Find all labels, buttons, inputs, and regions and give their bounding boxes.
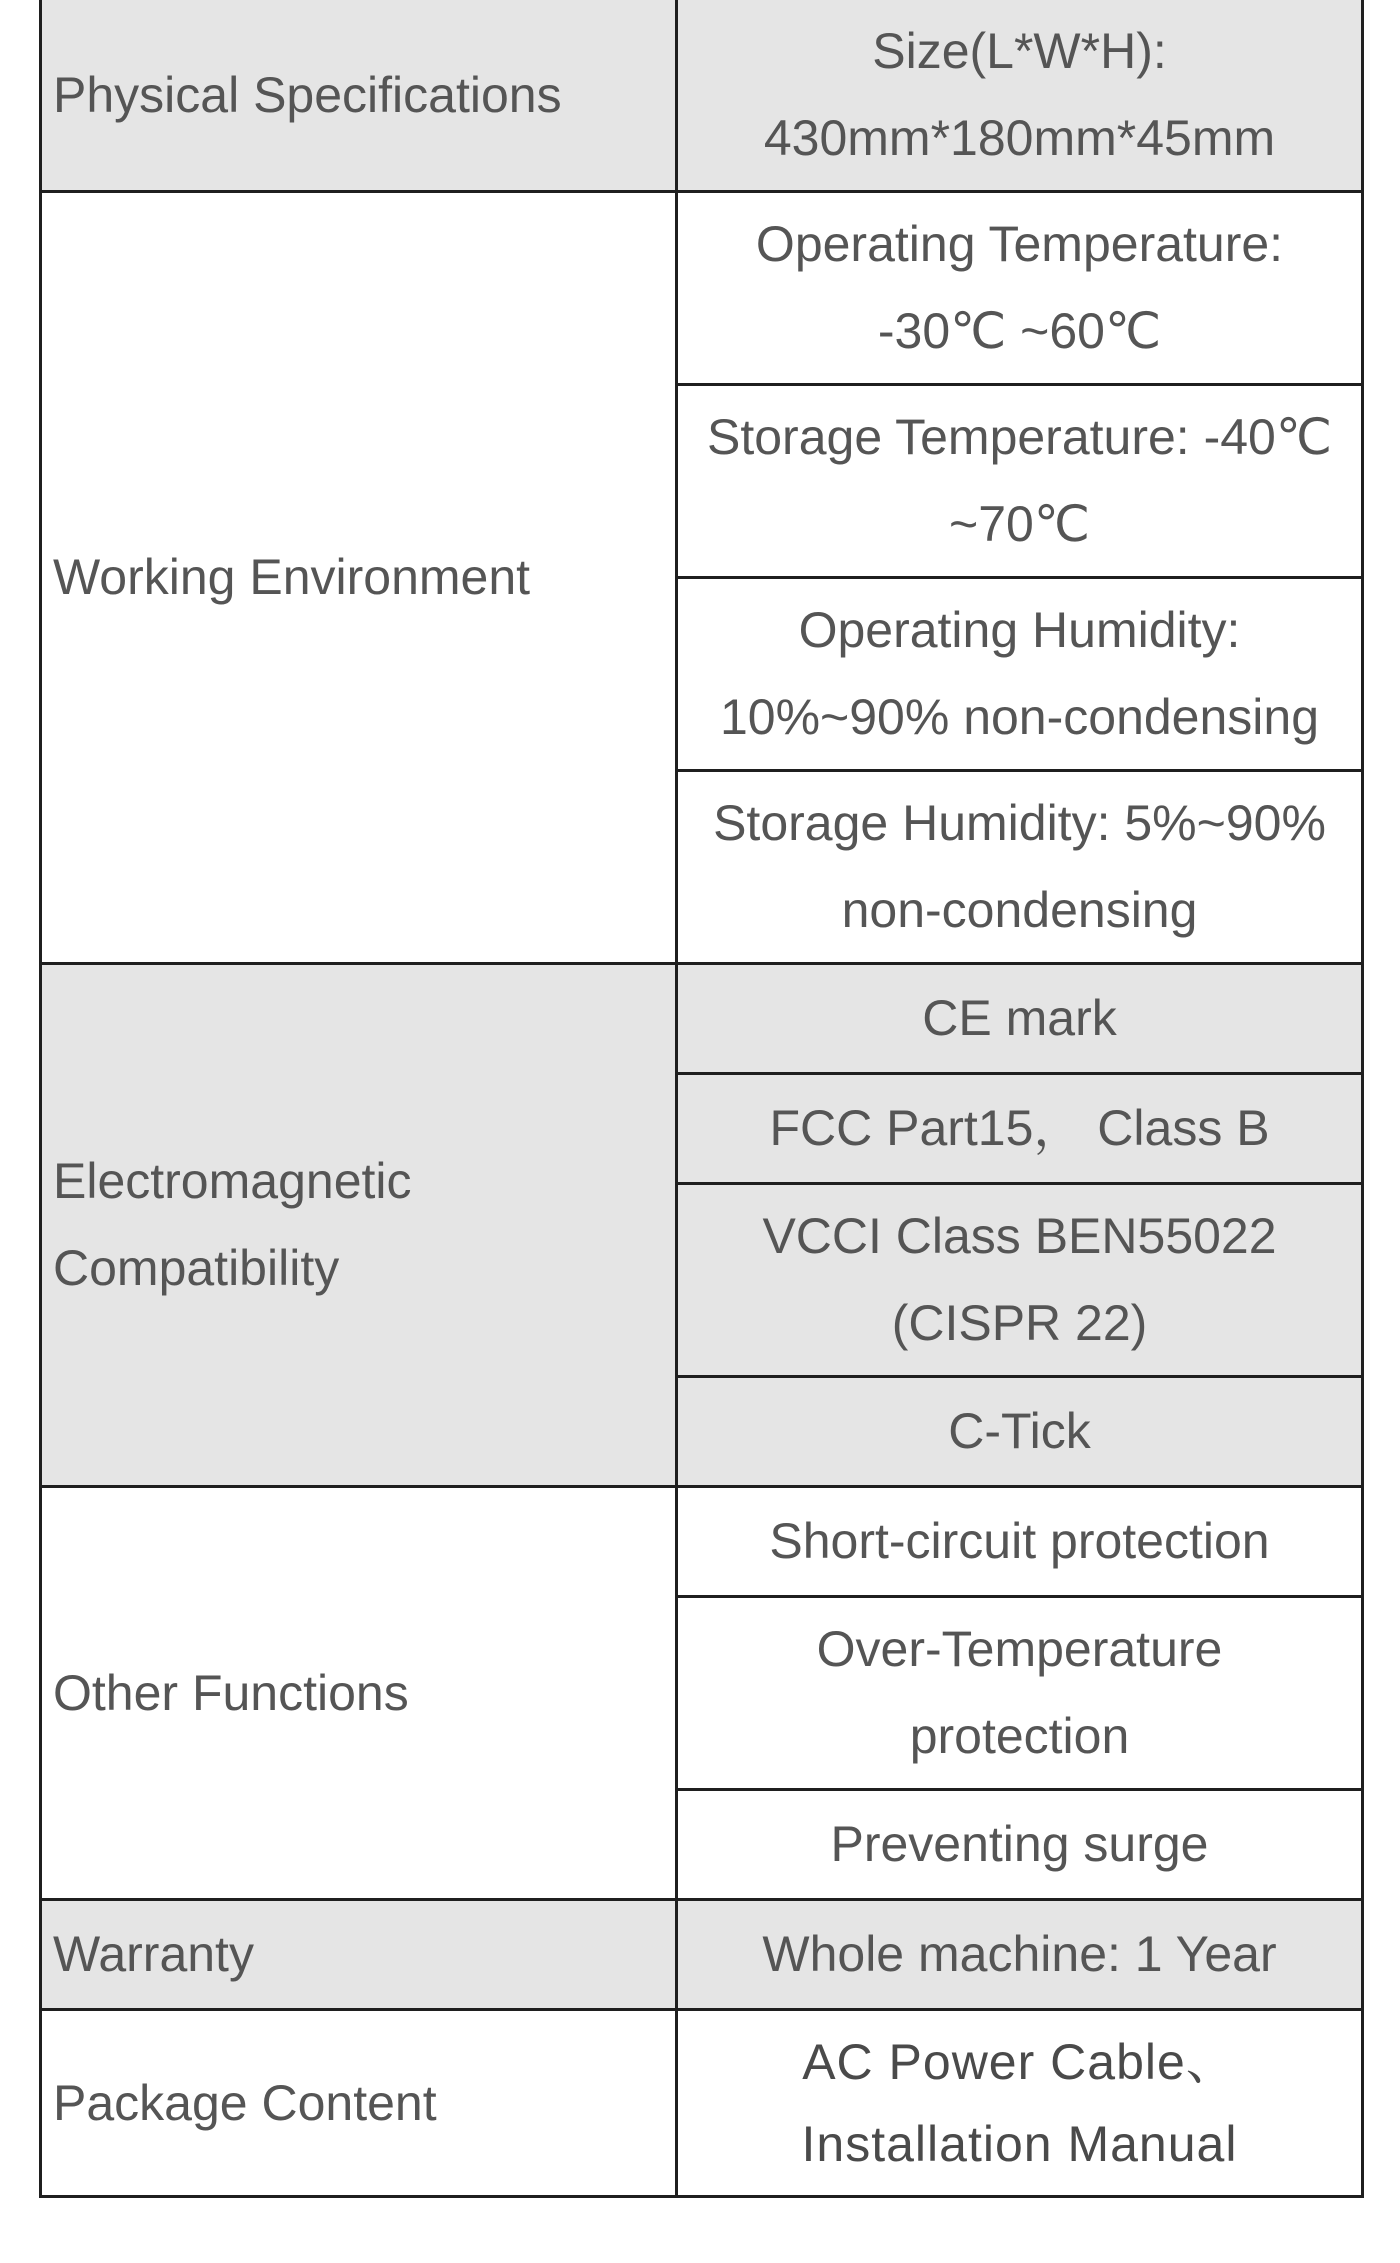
fcc-cell: FCC Part15， Class B <box>677 1074 1363 1184</box>
vcci-line1: VCCI Class BEN55022 <box>762 1208 1277 1264</box>
package-cell <box>677 2010 1363 2197</box>
operating-humidity-value: 10%~90% non-condensing <box>719 689 1320 745</box>
operating-humidity-cell <box>677 578 1363 771</box>
operating-temp-value: -30℃ ~60℃ <box>877 303 1162 359</box>
spec-table <box>39 0 1364 2198</box>
ctick-cell: C-Tick <box>677 1377 1363 1487</box>
package-row <box>41 2010 1363 2197</box>
emc-category-line2: Compatibility <box>53 1240 340 1296</box>
physical-category: Physical Specifications <box>41 0 677 192</box>
other-functions-category: Other Functions <box>41 1487 677 1900</box>
other-functions-row <box>41 1487 1363 1597</box>
package-line2: Installation Manual <box>801 2116 1238 2172</box>
vcci-cell <box>677 1184 1363 1377</box>
operating-humidity-label: Operating Humidity: <box>798 602 1241 658</box>
short-circuit-cell: Short-circuit protection <box>677 1487 1363 1597</box>
warranty-category: Warranty <box>41 1900 677 2010</box>
working-env-category: Working Environment <box>41 192 677 964</box>
vcci-line2: (CISPR 22) <box>891 1295 1148 1351</box>
storage-temp-cell <box>677 385 1363 578</box>
operating-temp-cell <box>677 192 1363 385</box>
package-category: Package Content <box>41 2010 677 2197</box>
operating-temp-label: Operating Temperature: <box>755 216 1284 272</box>
physical-row <box>41 0 1363 192</box>
ce-mark-cell: CE mark <box>677 964 1363 1074</box>
emc-row <box>41 964 1363 1074</box>
warranty-row <box>41 1900 1363 2010</box>
emc-category <box>41 964 677 1487</box>
over-temp-line2: protection <box>909 1708 1130 1764</box>
storage-humidity-cell <box>677 771 1363 964</box>
storage-temp-value: ~70℃ <box>949 496 1090 552</box>
over-temp-cell <box>677 1597 1363 1790</box>
storage-humidity-value: non-condensing <box>841 882 1198 938</box>
package-line1: AC Power Cable、 <box>802 2034 1237 2090</box>
working-env-row <box>41 192 1363 385</box>
warranty-cell: Whole machine: 1 Year <box>677 1900 1363 2010</box>
storage-temp-label: Storage Temperature: -40℃ <box>707 409 1332 465</box>
emc-category-line1: Electromagnetic <box>53 1153 412 1209</box>
surge-cell: Preventing surge <box>677 1790 1363 1900</box>
physical-size-cell <box>677 0 1363 192</box>
storage-humidity-label: Storage Humidity: 5%~90% <box>713 795 1326 851</box>
physical-size-value: 430mm*180mm*45mm <box>763 110 1276 166</box>
over-temp-line1: Over-Temperature <box>816 1621 1223 1677</box>
physical-size-label: Size(L*W*H): <box>872 23 1167 79</box>
